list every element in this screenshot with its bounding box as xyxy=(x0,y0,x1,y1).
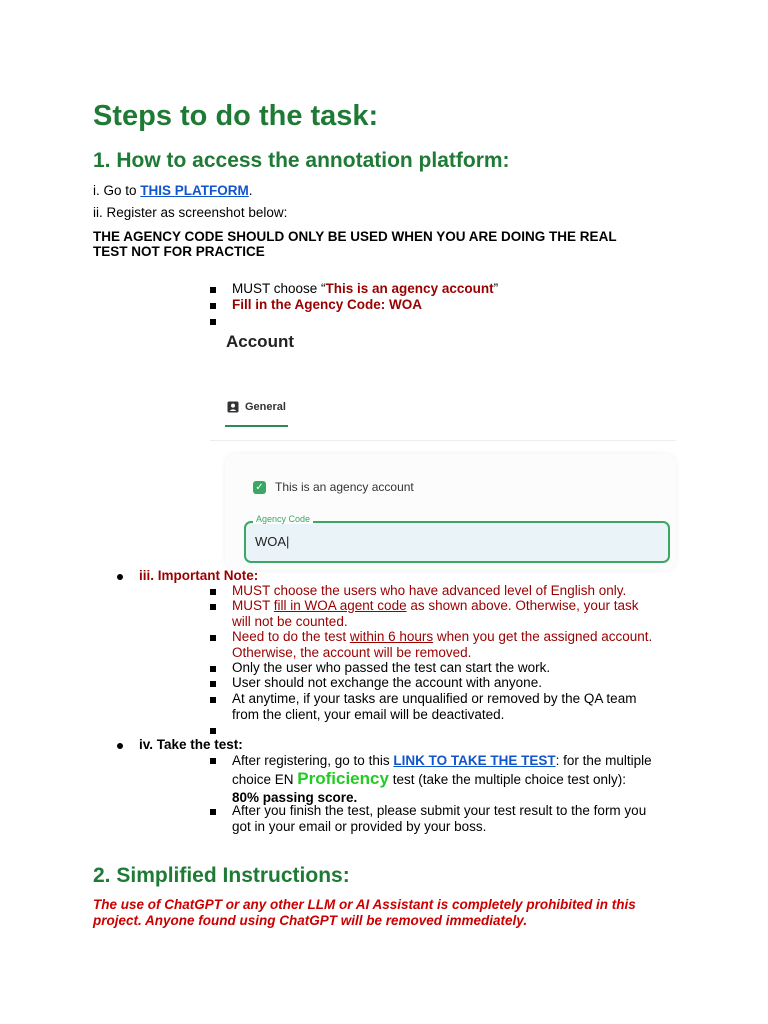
bullet-square-icon xyxy=(210,589,216,595)
important-note-heading: iii. Important Note: xyxy=(139,568,259,583)
page-title: Steps to do the task: xyxy=(93,100,379,132)
note-6-line-2: from the client, your email will be deactivated. xyxy=(232,707,505,722)
section-1-heading: 1. How to access the annotation platform: xyxy=(93,149,510,172)
bullet-dot-icon xyxy=(117,743,123,749)
note-2-suffix: as shown above. Otherwise, your task xyxy=(406,598,639,613)
note-item-no-exchange: User should not exchange the account with anyone. xyxy=(232,675,542,690)
note-3-underline: within 6 hours xyxy=(349,629,434,644)
user-card-icon xyxy=(227,401,239,413)
test-1-prefix: After registering, go to this xyxy=(232,753,394,768)
agency-code-warning-line-1: THE AGENCY CODE SHOULD ONLY BE USED WHEN YOU ARE DOING THE REAL xyxy=(93,229,617,244)
bullet-square-icon xyxy=(210,697,216,703)
section-2-heading: 2. Simplified Instructions: xyxy=(93,864,350,887)
proficiency-word: Proficiency xyxy=(297,769,389,788)
step-i-prefix: i. Go to xyxy=(93,183,141,198)
take-test-heading: iv. Take the test: xyxy=(139,737,243,752)
note-item-6-hours xyxy=(232,629,682,661)
this-platform-link[interactable]: THIS PLATFORM xyxy=(140,183,249,198)
agency-code-warning-line-2: TEST NOT FOR PRACTICE xyxy=(93,244,265,259)
step-i xyxy=(93,183,253,199)
bullet-square-icon xyxy=(210,666,216,672)
test-item-submit xyxy=(232,803,682,835)
step-ii: ii. Register as screenshot below: xyxy=(93,205,288,220)
general-card xyxy=(225,454,676,570)
test-item-link xyxy=(232,752,682,807)
agency-code-field-label: Agency Code xyxy=(253,514,313,524)
tab-general-label: General xyxy=(245,401,286,413)
chatgpt-warning-line-2: project. Anyone found using ChatGPT will be removed immediately. xyxy=(93,913,528,928)
agency-account-checkbox-label: This is an agency account xyxy=(275,480,414,494)
bullet-1-emphasis: This is an agency account xyxy=(325,281,494,296)
note-3-suffix: when you get the assigned account. xyxy=(433,629,653,644)
agency-code-field-value: WOA| xyxy=(255,534,290,549)
agency-code-field xyxy=(244,514,670,563)
chatgpt-warning-line-1: The use of ChatGPT or any other LLM or AI Assistant is completely prohibited in this xyxy=(93,897,636,912)
tab-general xyxy=(227,401,286,413)
bullet-square-icon xyxy=(210,604,216,610)
bullet-square-icon xyxy=(210,635,216,641)
note-item-english: MUST choose the users who have advanced level of English only. xyxy=(232,583,627,598)
take-test-link[interactable]: LINK TO TAKE THE TEST xyxy=(393,753,556,768)
test-2-line-1: After you finish the test, please submit your test result to the form you xyxy=(232,803,647,818)
bullet-dot-icon xyxy=(117,574,123,580)
note-2-prefix: MUST xyxy=(232,598,274,613)
note-item-deactivated xyxy=(232,691,682,723)
note-item-passed-test: Only the user who passed the test can start the work. xyxy=(232,660,551,675)
bullet-agency-code: Fill in the Agency Code: WOA xyxy=(232,297,423,312)
bullet-square-icon xyxy=(210,287,216,293)
checkmark-icon: ✓ xyxy=(253,481,266,494)
passing-score: 80% passing score. xyxy=(232,790,358,805)
test-1-line-2-prefix: choice EN xyxy=(232,772,298,787)
test-2-line-2: got in your email or provided by your boss. xyxy=(232,819,487,834)
test-1-line-2-suffix: test (take the multiple choice test only): xyxy=(388,772,627,787)
note-6-line-1: At anytime, if your tasks are unqualified or removed by the QA team xyxy=(232,691,637,706)
bullet-1-suffix: ” xyxy=(493,281,499,296)
bullet-agency-account xyxy=(232,281,682,297)
step-i-suffix: . xyxy=(248,183,253,198)
bullet-square-icon xyxy=(210,681,216,687)
divider xyxy=(210,440,676,441)
test-1-suffix: : for the multiple xyxy=(555,753,652,768)
bullet-square-icon xyxy=(210,728,216,734)
note-2-line-2: will not be counted. xyxy=(232,614,348,629)
bullet-square-icon xyxy=(210,758,216,764)
note-3-line-2: Otherwise, the account will be removed. xyxy=(232,645,472,660)
tab-underline xyxy=(225,425,288,427)
note-3-prefix: Need to do the test xyxy=(232,629,350,644)
note-item-woa-code xyxy=(232,598,682,630)
bullet-square-icon xyxy=(210,303,216,309)
account-screenshot xyxy=(210,330,676,570)
bullet-1-prefix: MUST choose “ xyxy=(232,281,326,296)
bullet-square-icon xyxy=(210,319,216,325)
bullet-square-icon xyxy=(210,809,216,815)
note-2-underline: fill in WOA agent code xyxy=(273,598,407,613)
account-heading: Account xyxy=(226,332,294,351)
